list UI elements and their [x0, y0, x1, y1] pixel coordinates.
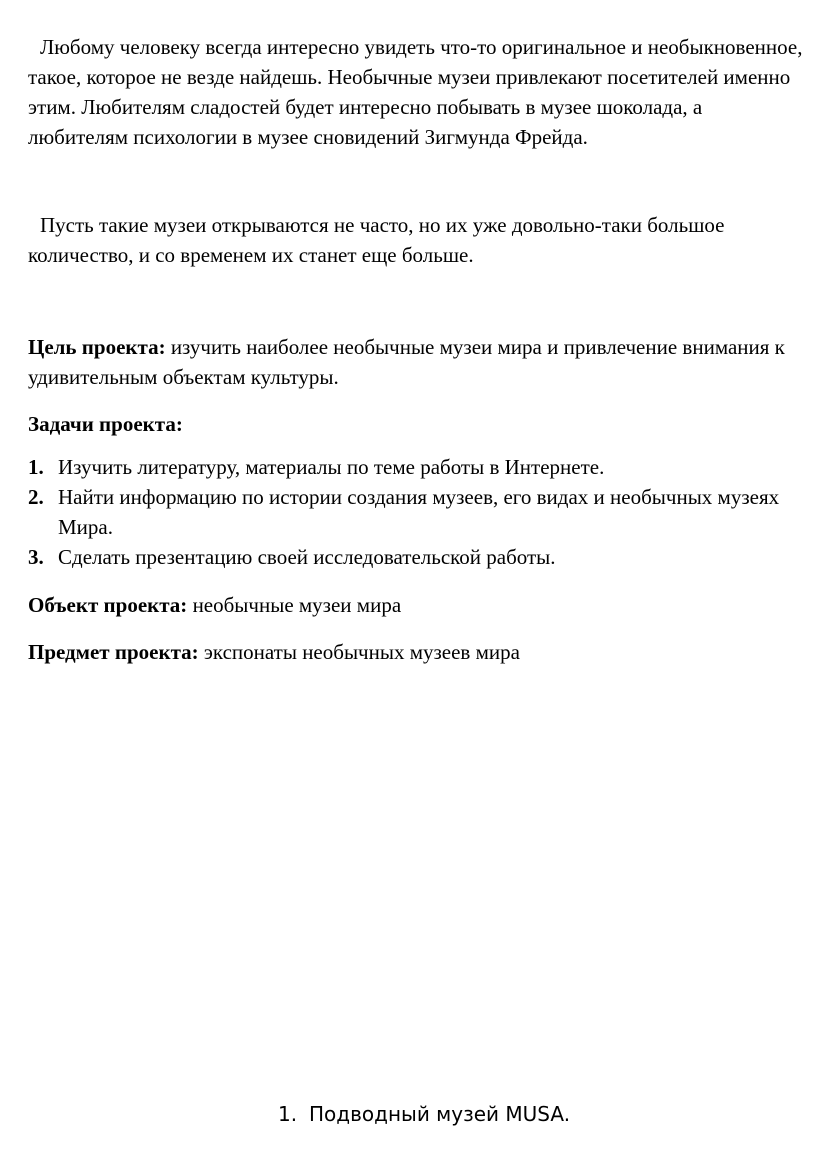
intro-paragraph-2: Пусть такие музеи открываются не часто, но их уже довольно-таки большое количество, и со временем их станет еще больше.	[28, 213, 725, 267]
object-label: Объект проекта:	[28, 593, 188, 617]
section-title: Подводный музей MUSA.	[309, 1102, 571, 1126]
object-text: необычные музеи мира	[187, 593, 402, 617]
section-heading	[278, 1099, 570, 1129]
subject-text: экспонаты необычных музеев мира	[198, 640, 520, 664]
section-number: 1.	[278, 1102, 298, 1126]
goal-text: изучить наиболее необычные музеи мира и привлечение внимания к удивительным объектам культуры.	[28, 335, 785, 389]
task-text: Найти информацию по истории создания музеев, его видах и необычных музеях Мира.	[58, 485, 780, 539]
goal-paragraph	[28, 332, 803, 392]
task-text: Изучить литературу, материалы по теме работы в Интернете.	[58, 455, 605, 479]
object-paragraph	[28, 590, 803, 620]
task-item	[28, 452, 803, 482]
task-number: 3.	[28, 545, 44, 569]
tasks-heading: Задачи проекта:	[28, 412, 183, 436]
intro-paragraph-1: Любому человеку всегда интересно увидеть что-то оригинальное и необыкновенное, такое, которое не везде найдешь. Необычные музеи привлекают посетителей именно этим. Любителям сладостей будет интересно побывать в музее шоколада, а любителям психологии в музее сновидений Зигмунда Фрейда.	[28, 35, 803, 149]
tasks-list	[28, 452, 803, 572]
subject-paragraph	[28, 637, 803, 667]
task-number: 2.	[28, 485, 44, 509]
subject-label: Предмет проекта:	[28, 640, 199, 664]
goal-label: Цель проекта:	[28, 335, 166, 359]
task-number: 1.	[28, 455, 44, 479]
task-item	[28, 482, 803, 542]
task-item	[28, 542, 803, 572]
task-text: Сделать презентацию своей исследовательской работы.	[58, 545, 556, 569]
